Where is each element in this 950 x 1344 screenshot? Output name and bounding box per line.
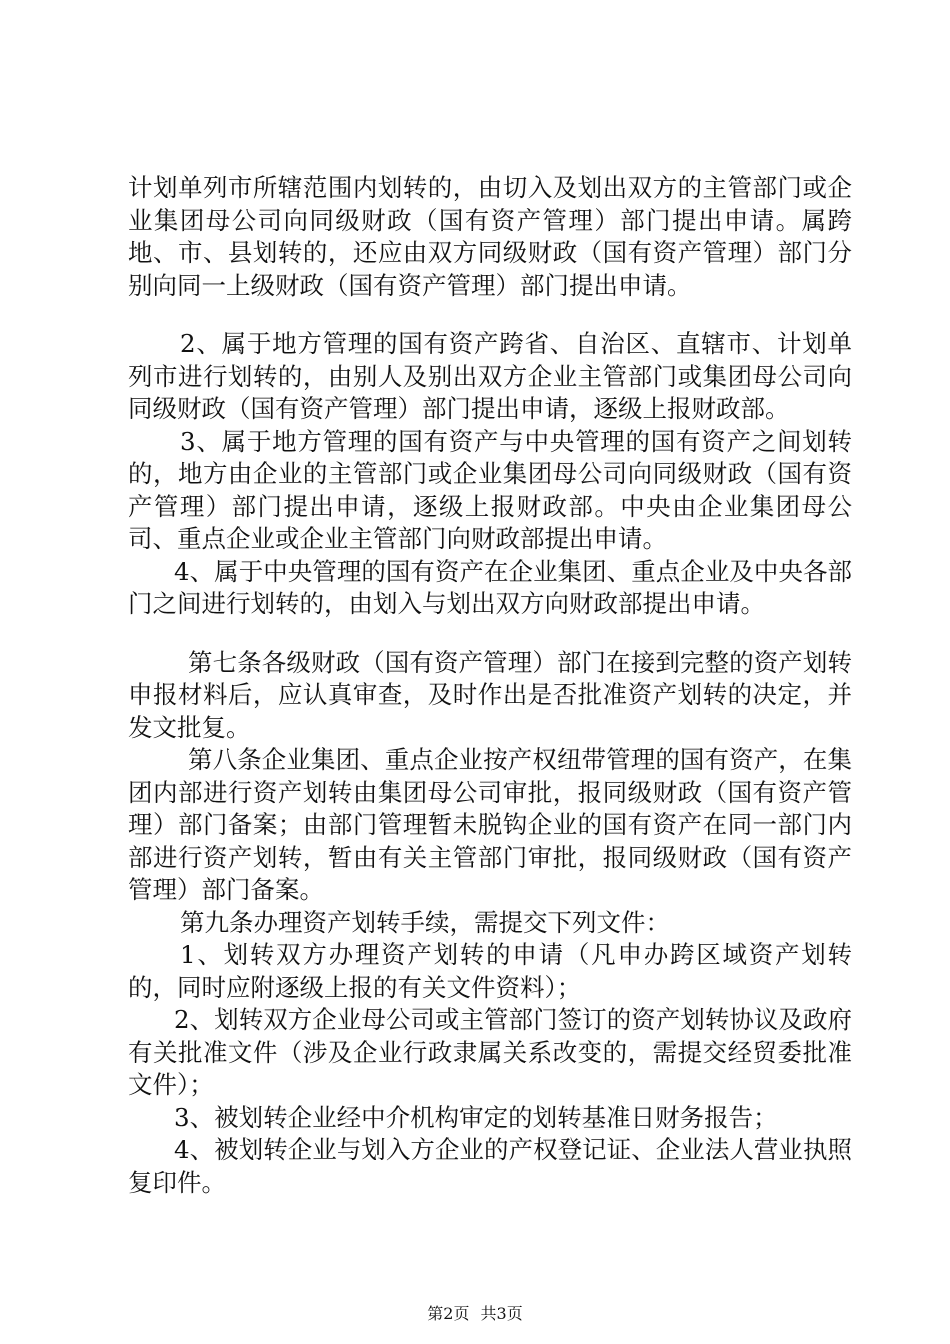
paragraph-item-4: 4、属于中央管理的国有资产在企业集团、重点企业及中央各部门之间进行划转的，由划入与划出双方向财政部提出申请。 [128, 556, 852, 618]
paragraph-item-3: 3、属于地方管理的国有资产与中央管理的国有资产之间划转的，地方由企业的主管部门或企业集团母公司向同级财政（国有资产管理）部门提出申请，逐级上报财政部。中央由企业集团母公司、重点企业或企业主管部门向财政部提出申请。 [128, 426, 852, 553]
list-item-document-3: 3、被划转企业经中介机构审定的划转基准日财务报告； [174, 1102, 778, 1132]
page-footer [0, 1303, 950, 1325]
page-number: 第2页 [427, 1304, 470, 1323]
document-body [128, 172, 852, 1199]
paragraph-article-8: 第八条企业集团、重点企业按产权纽带管理的国有资产，在集团内部进行资产划转由集团母公司审批，报同级财政（国有资产管理）部门备案；由部门管理暂未脱钩企业的国有资产在同一部门内部进行资产划转，暂由有关主管部门审批，报同级财政（国有资产管理）部门备案。 [128, 745, 852, 904]
page-total: 共3页 [480, 1304, 523, 1323]
paragraph-gap [128, 621, 852, 647]
list-item-document-4: 4、被划转企业与划入方企业的产权登记证、企业法人营业执照复印件。 [128, 1135, 852, 1197]
paragraph-continuation: 计划单列市所辖范围内划转的，由切入及划出双方的主管部门或企业集团母公司向同级财政（国有资产管理）部门提出申请。属跨地、市、县划转的，还应由双方同级财政（国有资产管理）部门分别向同一上级财政（国有资产管理）部门提出申请。 [128, 173, 852, 300]
paragraph-gap [128, 302, 852, 328]
list-item-document-1: 1、划转双方办理资产划转的申请（凡申办跨区域资产划转的，同时应附逐级上报的有关文件资料）； [128, 940, 852, 1002]
list-item-document-2: 2、划转双方企业母公司或主管部门签订的资产划转协议及政府有关批准文件（涉及企业行政隶属关系改变的，需提交经贸委批准文件）； [128, 1005, 852, 1099]
paragraph-article-7: 第七条各级财政（国有资产管理）部门在接到完整的资产划转申报材料后，应认真审查，及时作出是否批准资产划转的决定，并发文批复。 [128, 647, 852, 742]
paragraph-item-2: 2、属于地方管理的国有资产跨省、自治区、直辖市、计划单列市进行划转的，由别人及别出双方企业主管部门或集团母公司向同级财政（国有资产管理）部门提出申请，逐级上报财政部。 [128, 329, 852, 423]
paragraph-article-9: 第九条办理资产划转手续，需提交下列文件： [180, 907, 670, 937]
